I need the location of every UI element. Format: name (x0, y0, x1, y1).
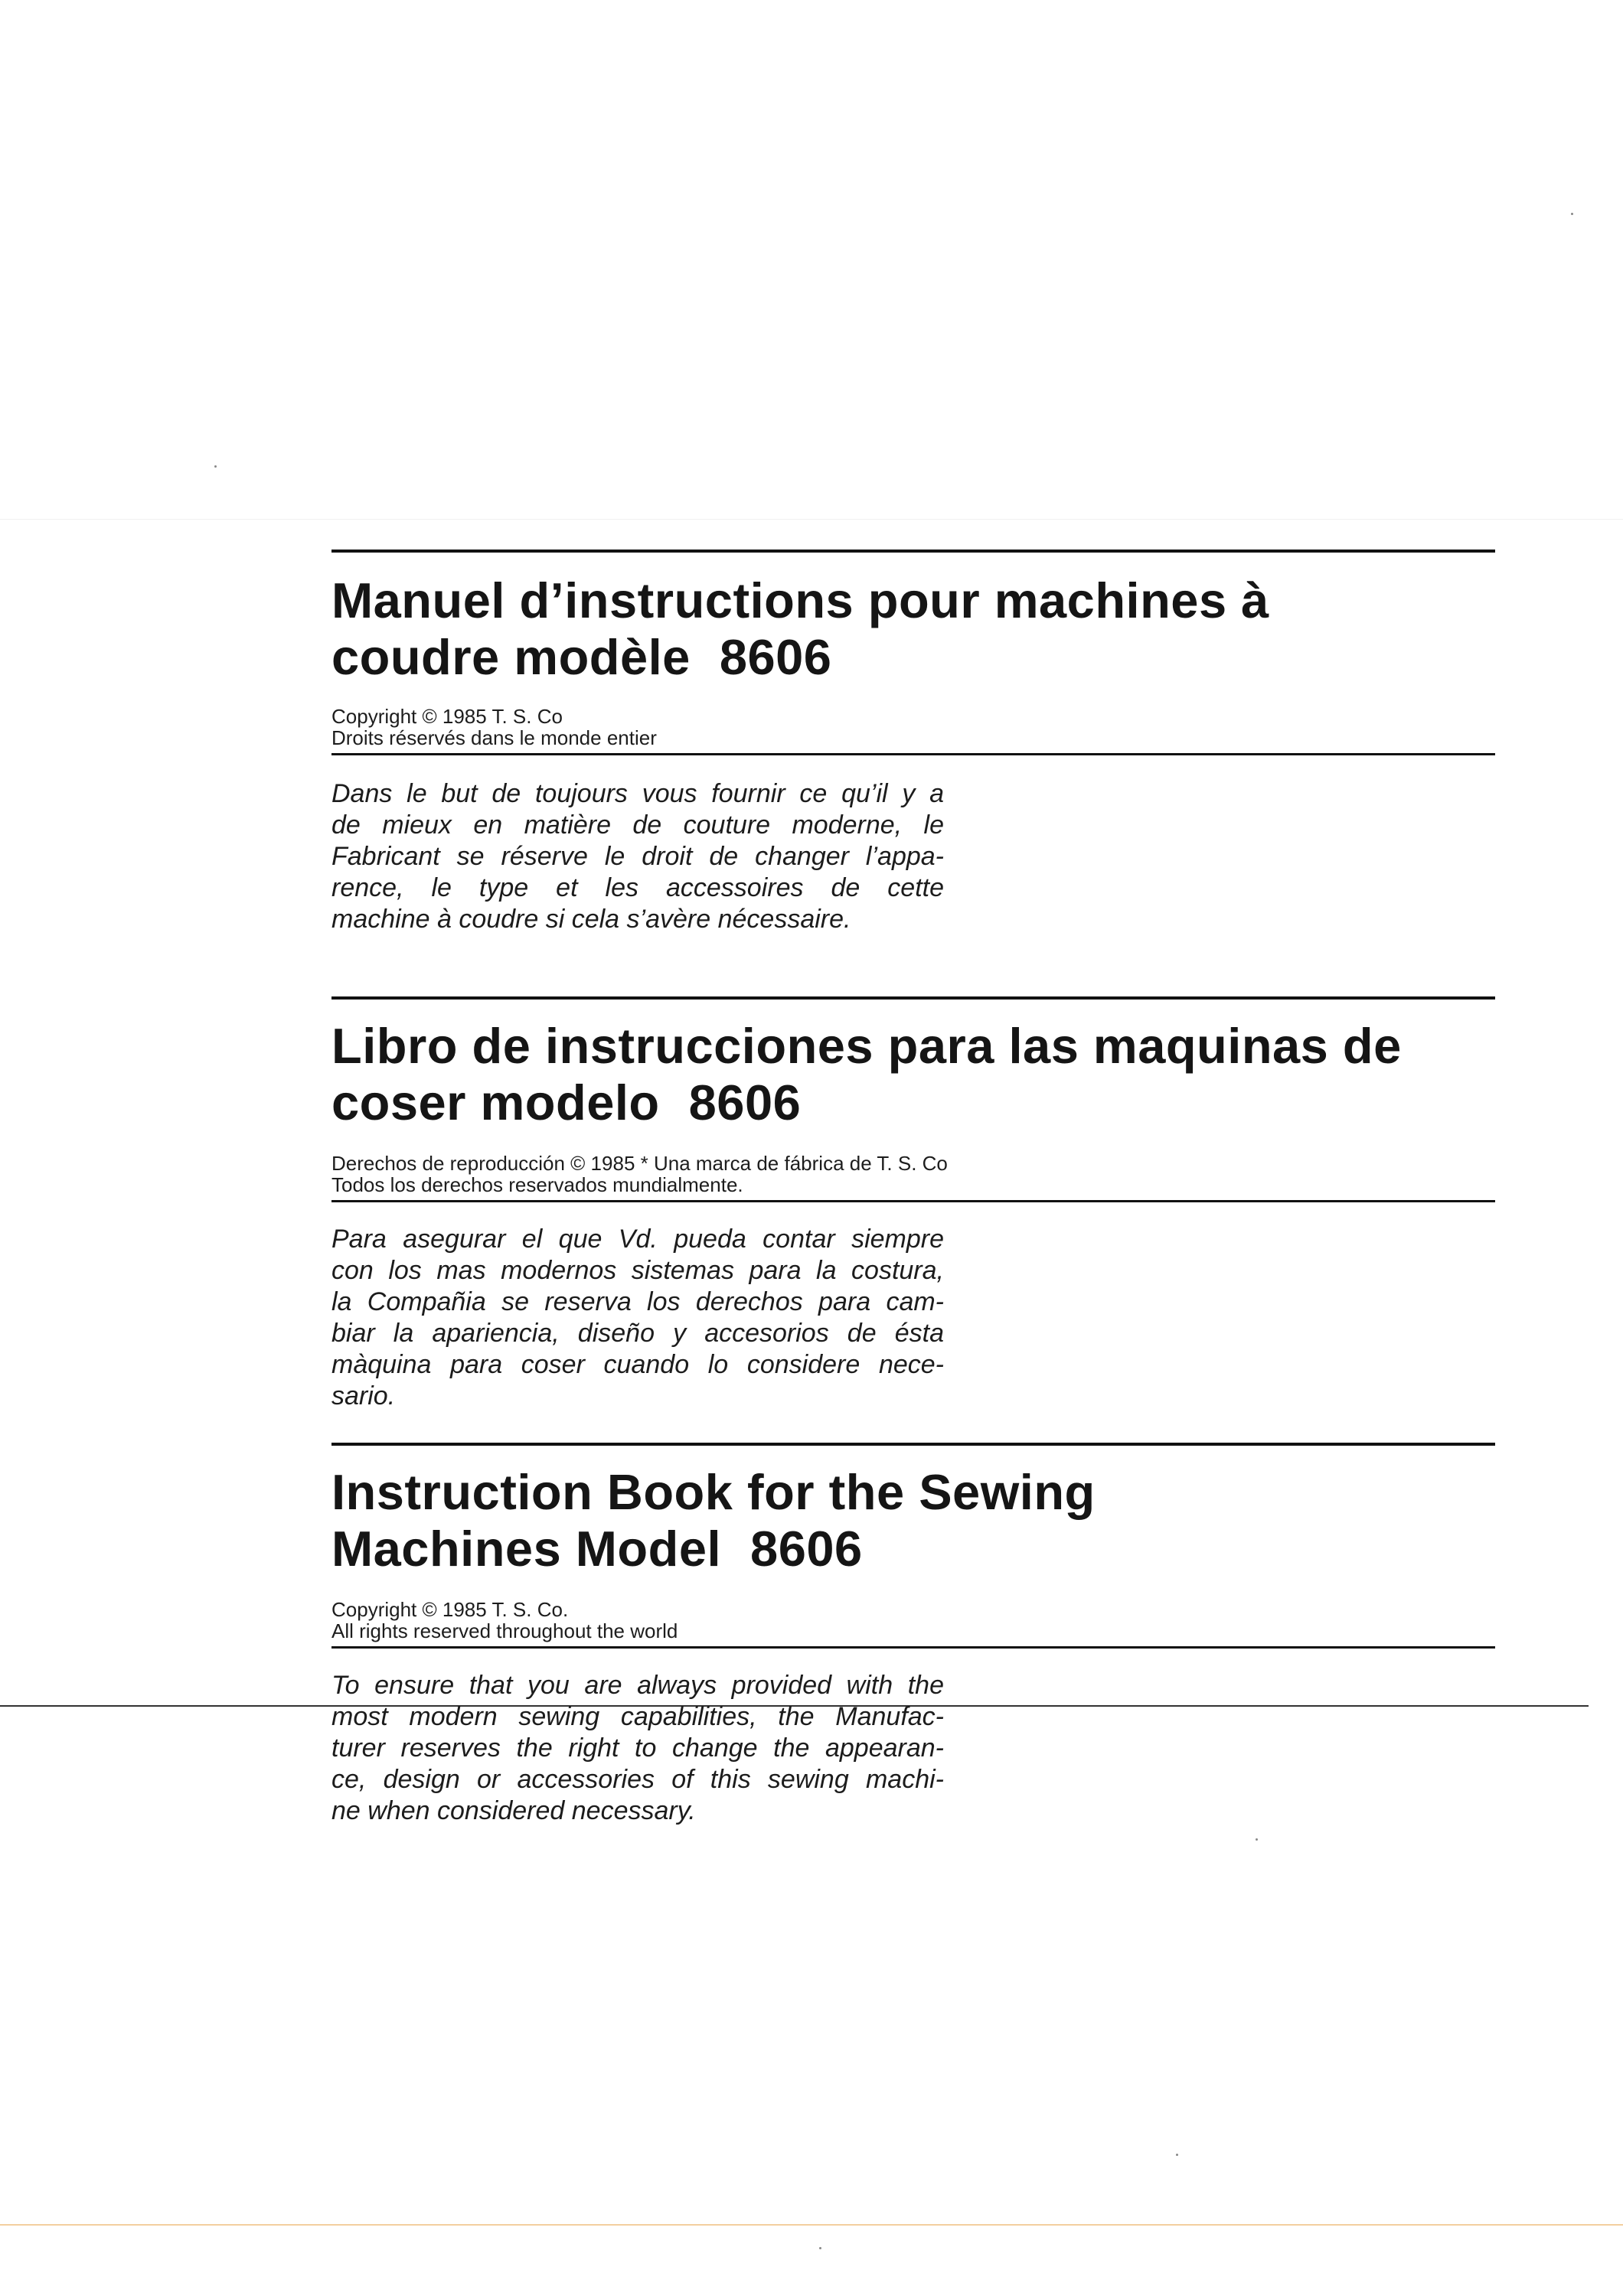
title-text: Machines Model (331, 1521, 722, 1577)
model-number: 8606 (688, 1075, 802, 1130)
model-number: 8606 (719, 629, 832, 685)
notice-line: Para asegurar el que Vd. pueda contar siempre (331, 1225, 944, 1254)
section-rule-mid (331, 1646, 1495, 1649)
dust-speck (1571, 213, 1573, 215)
copyright-line: Copyright © 1985 T. S. Co (331, 705, 563, 728)
french-notice (331, 778, 944, 935)
copyright-line: Copyright © 1985 T. S. Co. (331, 1598, 569, 1621)
notice-line: màquina para coser cuando lo considere nece- (331, 1350, 944, 1379)
dust-speck (1176, 2154, 1178, 2156)
notice-line: rence, le type et les accessoires de cette (331, 873, 944, 902)
spanish-title (331, 1018, 1495, 1131)
spanish-section (331, 996, 1495, 1412)
french-title (331, 572, 1495, 686)
notice-line: turer reserves the right to change the appearan- (331, 1733, 944, 1763)
copyright-line: Derechos de reproducción © 1985 * Una marca de fábrica de T. S. Co (331, 1152, 948, 1175)
notice-line: To ensure that you are always provided with the (331, 1671, 944, 1700)
section-rule-mid (331, 1200, 1495, 1202)
notice-line: de mieux en matière de couture moderne, le (331, 810, 944, 840)
rights-line: Todos los derechos reservados mundialmente. (331, 1173, 743, 1196)
rights-line: All rights reserved throughout the world (331, 1619, 678, 1642)
french-copyright (331, 706, 1495, 748)
dust-speck (819, 2247, 821, 2249)
title-line: Manuel d’instructions pour machines à (331, 572, 1269, 628)
spanish-copyright (331, 1153, 1495, 1195)
notice-line: sario. (331, 1381, 396, 1411)
dust-speck (1256, 1838, 1258, 1841)
notice-line: ne when considered necessary. (331, 1796, 696, 1825)
section-rule-mid (331, 753, 1495, 755)
title-line: Instruction Book for the Sewing (331, 1464, 1096, 1520)
french-section (331, 550, 1495, 935)
title-line (331, 629, 1495, 686)
notice-line: machine à coudre si cela s’avère nécessaire. (331, 905, 851, 934)
page-fold-line (0, 519, 1623, 520)
section-rule-top (331, 550, 1495, 553)
notice-line: most modern sewing capabilities, the Manufac- (331, 1702, 944, 1731)
english-copyright (331, 1599, 1495, 1642)
title-line (331, 1521, 1495, 1577)
notice-line: con los mas modernos sistemas para la costura, (331, 1256, 944, 1285)
section-rule-top (331, 1443, 1495, 1446)
title-text: coudre modèle (331, 629, 691, 685)
notice-line: la Compañia se reserva los derechos para cam- (331, 1287, 944, 1316)
section-rule-top (331, 996, 1495, 1000)
notice-line: Fabricant se réserve le droit de changer l’appa- (331, 842, 944, 871)
english-section (331, 1443, 1495, 1827)
title-line (331, 1075, 1495, 1131)
dust-speck (214, 465, 217, 468)
model-number: 8606 (750, 1521, 863, 1577)
title-text: coser modelo (331, 1075, 660, 1130)
title-line: Libro de instrucciones para las maquinas de (331, 1018, 1402, 1074)
spanish-notice (331, 1224, 944, 1412)
english-notice (331, 1670, 944, 1827)
page-bottom-edge (0, 2224, 1623, 2226)
notice-line: biar la apariencia, diseño y accesorios de ésta (331, 1319, 944, 1348)
english-title (331, 1464, 1495, 1577)
rights-line: Droits réservés dans le monde entier (331, 726, 657, 749)
notice-line: ce, design or accessories of this sewing machi- (331, 1765, 944, 1794)
notice-line: Dans le but de toujours vous fournir ce qu’il y a (331, 779, 944, 808)
